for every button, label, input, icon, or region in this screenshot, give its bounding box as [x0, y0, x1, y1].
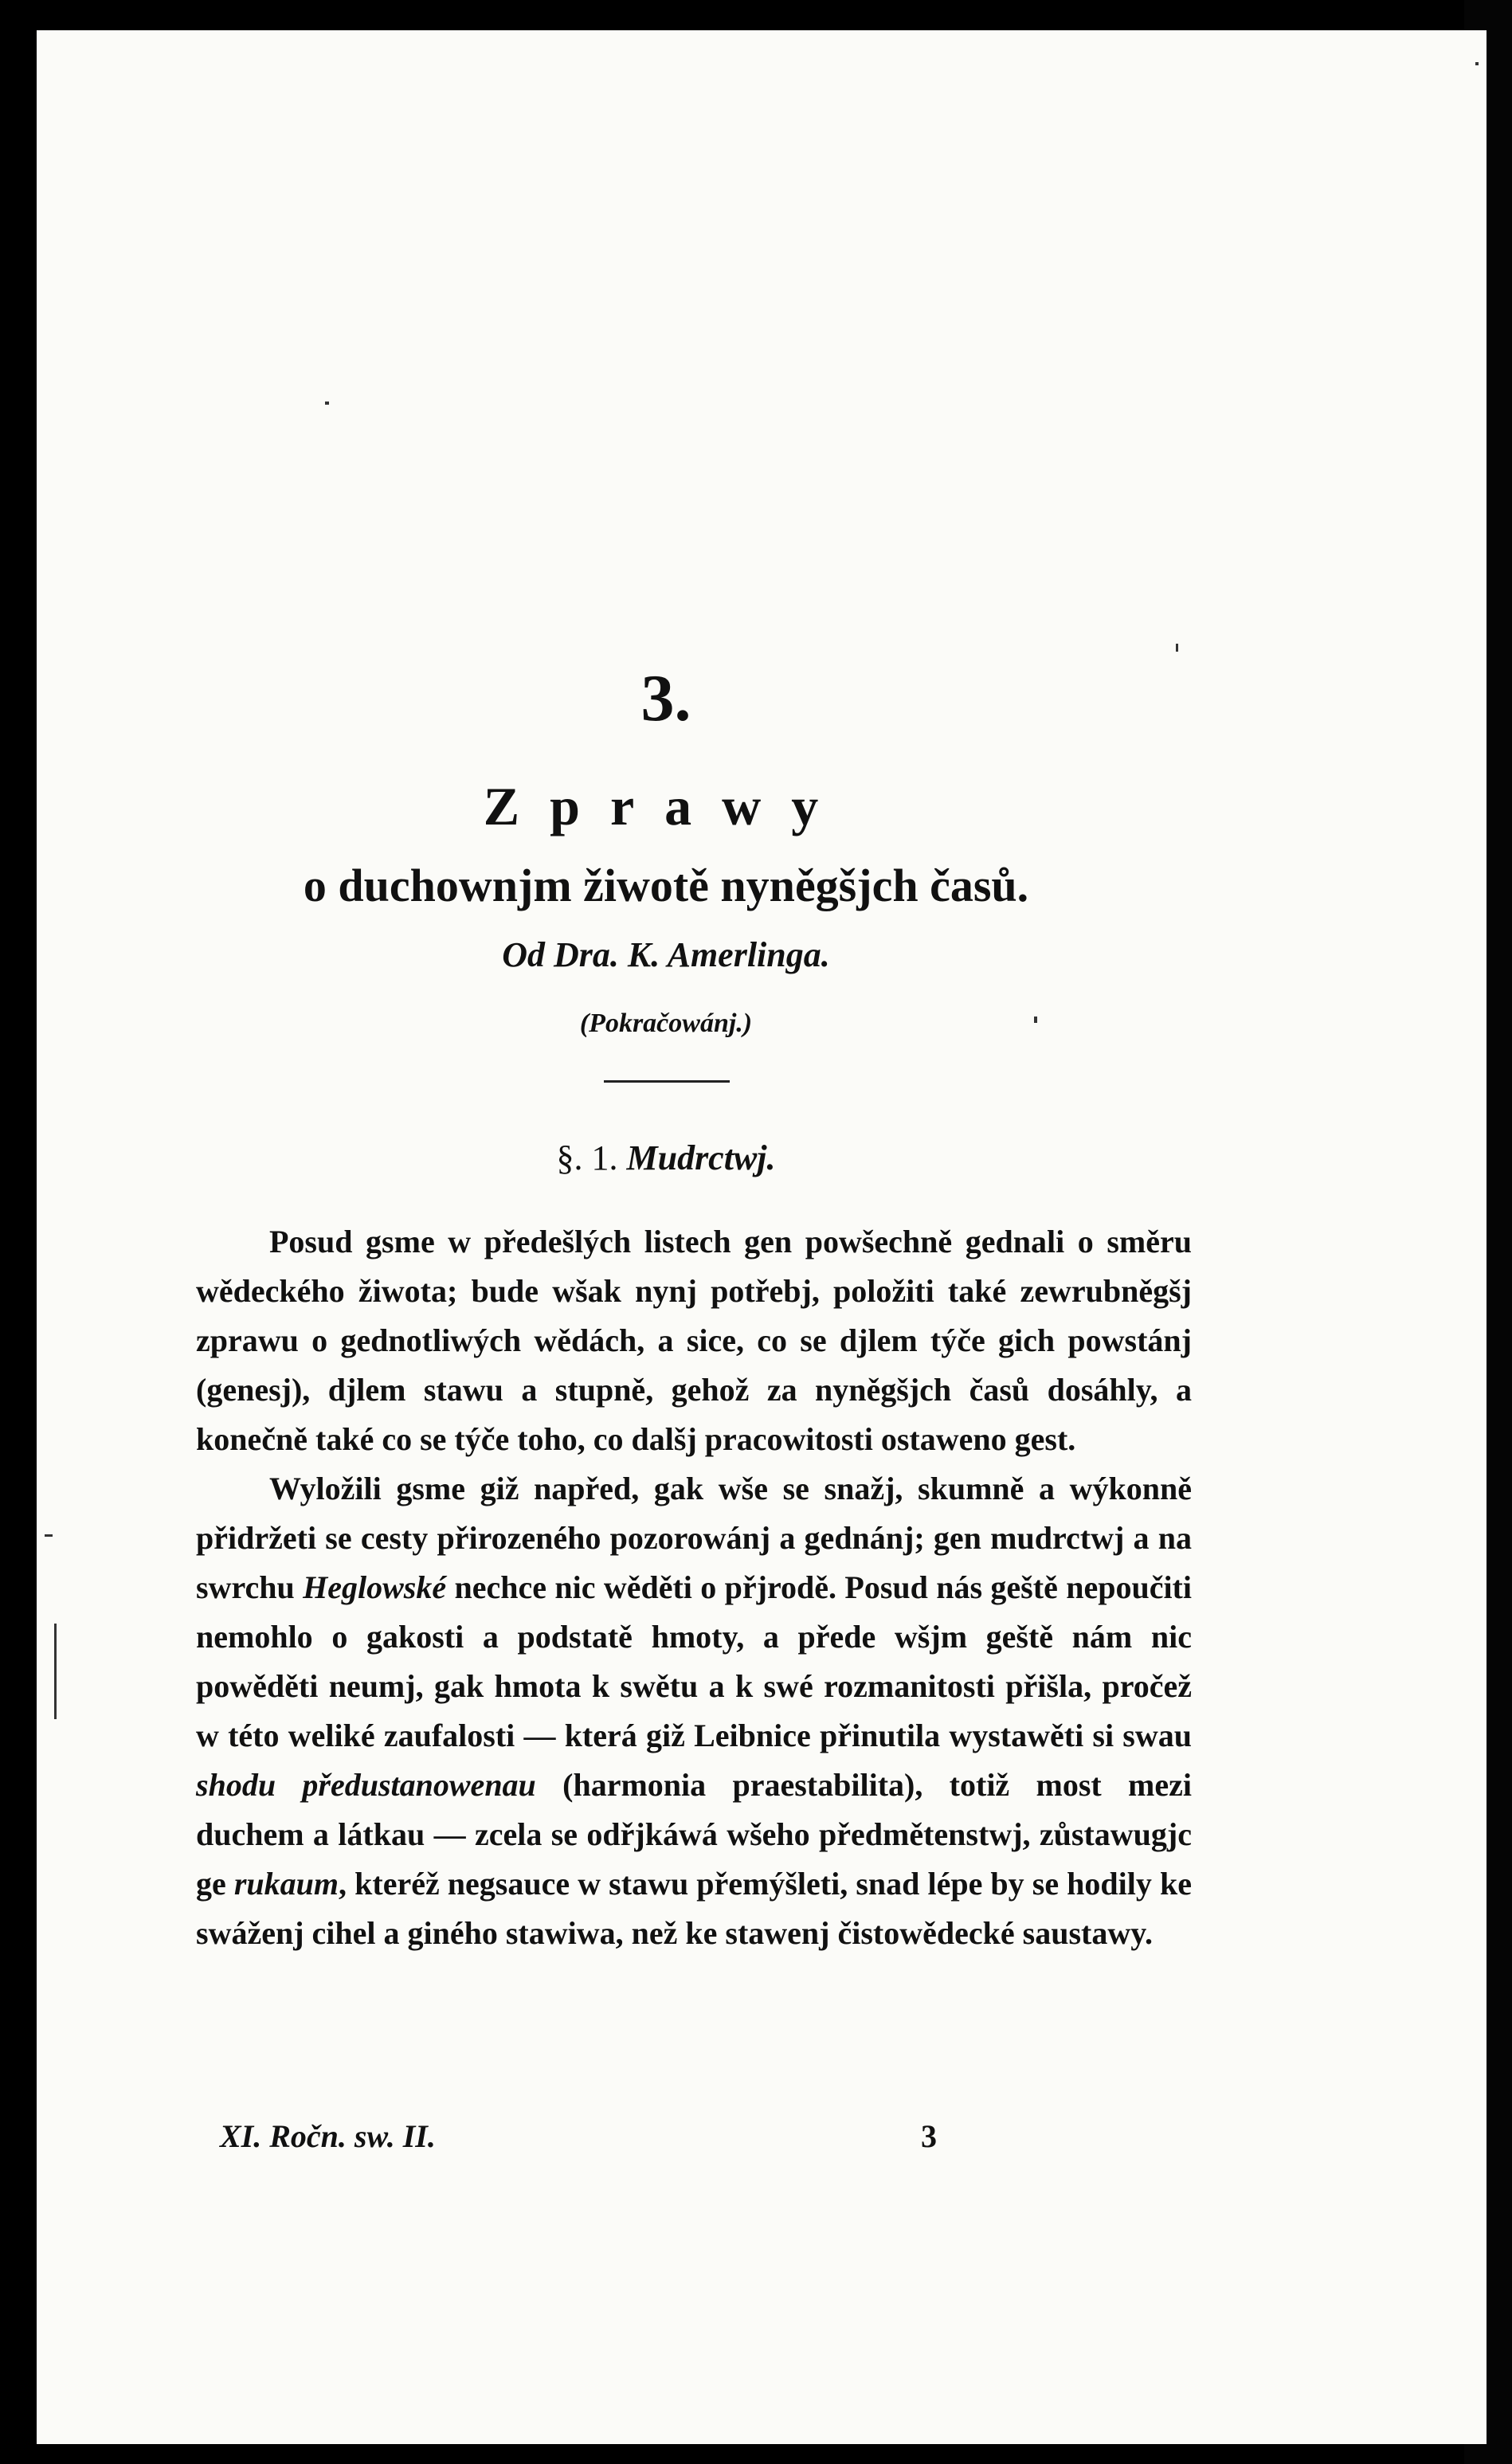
continued-note: (Pokračowánj.) [579, 1009, 753, 1038]
page-number: 3 [921, 2118, 937, 2154]
section-number: §. 1. [556, 1138, 618, 1177]
paragraph-2-part-d: , kteréž negsauce w stawu přemýšleti, snad lépe by se hodily ke swáženj cihel a giného stawiwa, než ke stawenj čistowědecké saustawy. [196, 1866, 1192, 1951]
body-text [196, 1217, 1192, 1958]
signature-mark: XI. Ročn. sw. II. [220, 2118, 436, 2154]
emphasis-heglowske: Heglowské [303, 1569, 447, 1605]
scan-speck [1176, 644, 1178, 652]
chapter-title: Zprawy [483, 776, 849, 836]
emphasis-shodu: shodu předustanowenau [196, 1767, 536, 1803]
chapter-number: 3. [640, 661, 691, 735]
scan-left-edge [0, 0, 37, 2464]
scan-speck [325, 402, 329, 405]
separator-rule [604, 1080, 730, 1083]
book-page [37, 30, 1487, 2444]
author-line: Od Dra. K. Amerlinga. [502, 935, 830, 974]
section-heading [156, 1138, 1176, 1178]
chapter-subtitle: o duchownjm žiwotě nyněgšjch časů. [303, 860, 1029, 911]
paragraph-1: Posud gsme w předešlých listech gen powšechně gednali o směru wědeckého žiwota; bude wšak nynj potřebj, položiti také zewrubněgšj zprawu o gednotliwých wědách, a sice, co se djlem týče gich powstánj (genesj), djlem stawu a stupně, gehož za nyněgšjch časů dosáhly, a konečně také co se týče toho, co dalšj pracowitosti ostaweno gest. [196, 1224, 1192, 1457]
scan-speck [1475, 62, 1479, 65]
paragraph-2-part-b: nechce nic wěděti o přjrodě. Posud nás geště nepoučiti nemohlo o gakosti a podstatě hmoty, a přede wšjm geště nám nic powěděti neumj, gak hmota k swětu a k swé rozmanitosti přišla, pročež w této weliké zaufalosti — která giž Leibnice přinutila wystawěti si swau [196, 1569, 1192, 1753]
paragraph-2-part-a: Wyložili gsme giž napřed, gak wše se snažj, skumně a wýkonně přidržeti se cesty přirozeného pozorowánj a gednánj; gen mudrctwj a na swrchu [196, 1471, 1192, 1605]
page-footer [220, 2117, 1160, 2155]
emphasis-rukaum: rukaum [233, 1866, 339, 1902]
paragraph-2 [196, 1464, 1192, 1958]
scan-speck [54, 1624, 57, 1719]
scan-speck [45, 1534, 53, 1537]
paragraph-2-part-c: (harmonia praestabilita), totiž most mezi duchem a látkau — zcela se odřjkáwá wšeho předmětenstwj, zůstawugjc ge [196, 1767, 1192, 1902]
section-name: Mudrctwj. [626, 1138, 776, 1177]
